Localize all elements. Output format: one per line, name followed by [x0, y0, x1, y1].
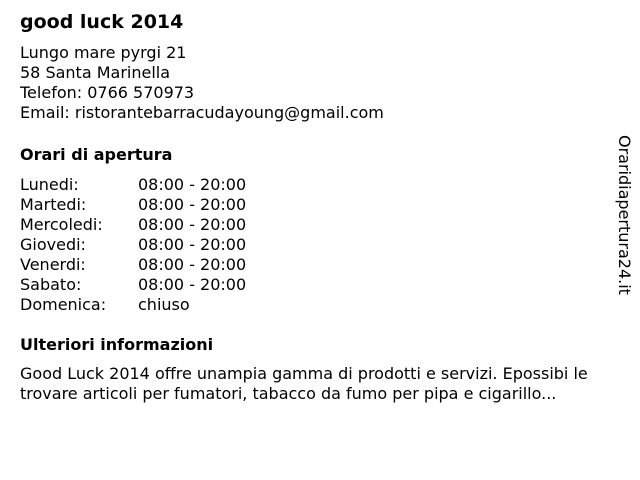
day-label: Giovedi:	[20, 235, 86, 254]
day-label: Lunedi:	[20, 175, 79, 194]
day-label: Venerdi:	[20, 255, 86, 274]
site-watermark: Oraridiapertura24.it	[615, 135, 634, 295]
hours-row-thursday	[20, 235, 610, 255]
opening-hours-list	[20, 175, 610, 315]
business-card	[20, 10, 610, 404]
hours-row-monday	[20, 175, 610, 195]
time-range: 08:00 - 20:00	[138, 195, 247, 214]
day-label: Mercoledi:	[20, 215, 103, 234]
address-line-2: 58 Santa Marinella	[20, 63, 171, 82]
hours-row-sunday	[20, 295, 610, 315]
contact-block	[20, 43, 610, 123]
hours-row-wednesday	[20, 215, 610, 235]
hours-row-saturday	[20, 275, 610, 295]
more-info-text: Good Luck 2014 offre unampia gamma di prodotti e servizi. Epossibi le trovare articoli per fumatori, tabacco da fumo per pipa e cigarillo...	[20, 364, 588, 403]
email-address: Email: ristorantebarracudayoung@gmail.com	[20, 103, 384, 122]
more-info-heading: Ulteriori informazioni	[20, 335, 214, 354]
time-range: 08:00 - 20:00	[138, 255, 247, 274]
hours-row-friday	[20, 255, 610, 275]
hours-row-tuesday	[20, 195, 610, 215]
business-name: good luck 2014	[20, 11, 184, 33]
address-line-1: Lungo mare pyrgi 21	[20, 43, 187, 62]
time-range: 08:00 - 20:00	[138, 175, 247, 194]
opening-hours-heading: Orari di apertura	[20, 145, 173, 164]
time-range: chiuso	[138, 295, 190, 314]
time-range: 08:00 - 20:00	[138, 215, 247, 234]
day-label: Sabato:	[20, 275, 82, 294]
time-range: 08:00 - 20:00	[138, 275, 247, 294]
phone-number: Telefon: 0766 570973	[20, 83, 195, 102]
time-range: 08:00 - 20:00	[138, 235, 247, 254]
day-label: Martedi:	[20, 195, 87, 214]
day-label: Domenica:	[20, 295, 107, 314]
